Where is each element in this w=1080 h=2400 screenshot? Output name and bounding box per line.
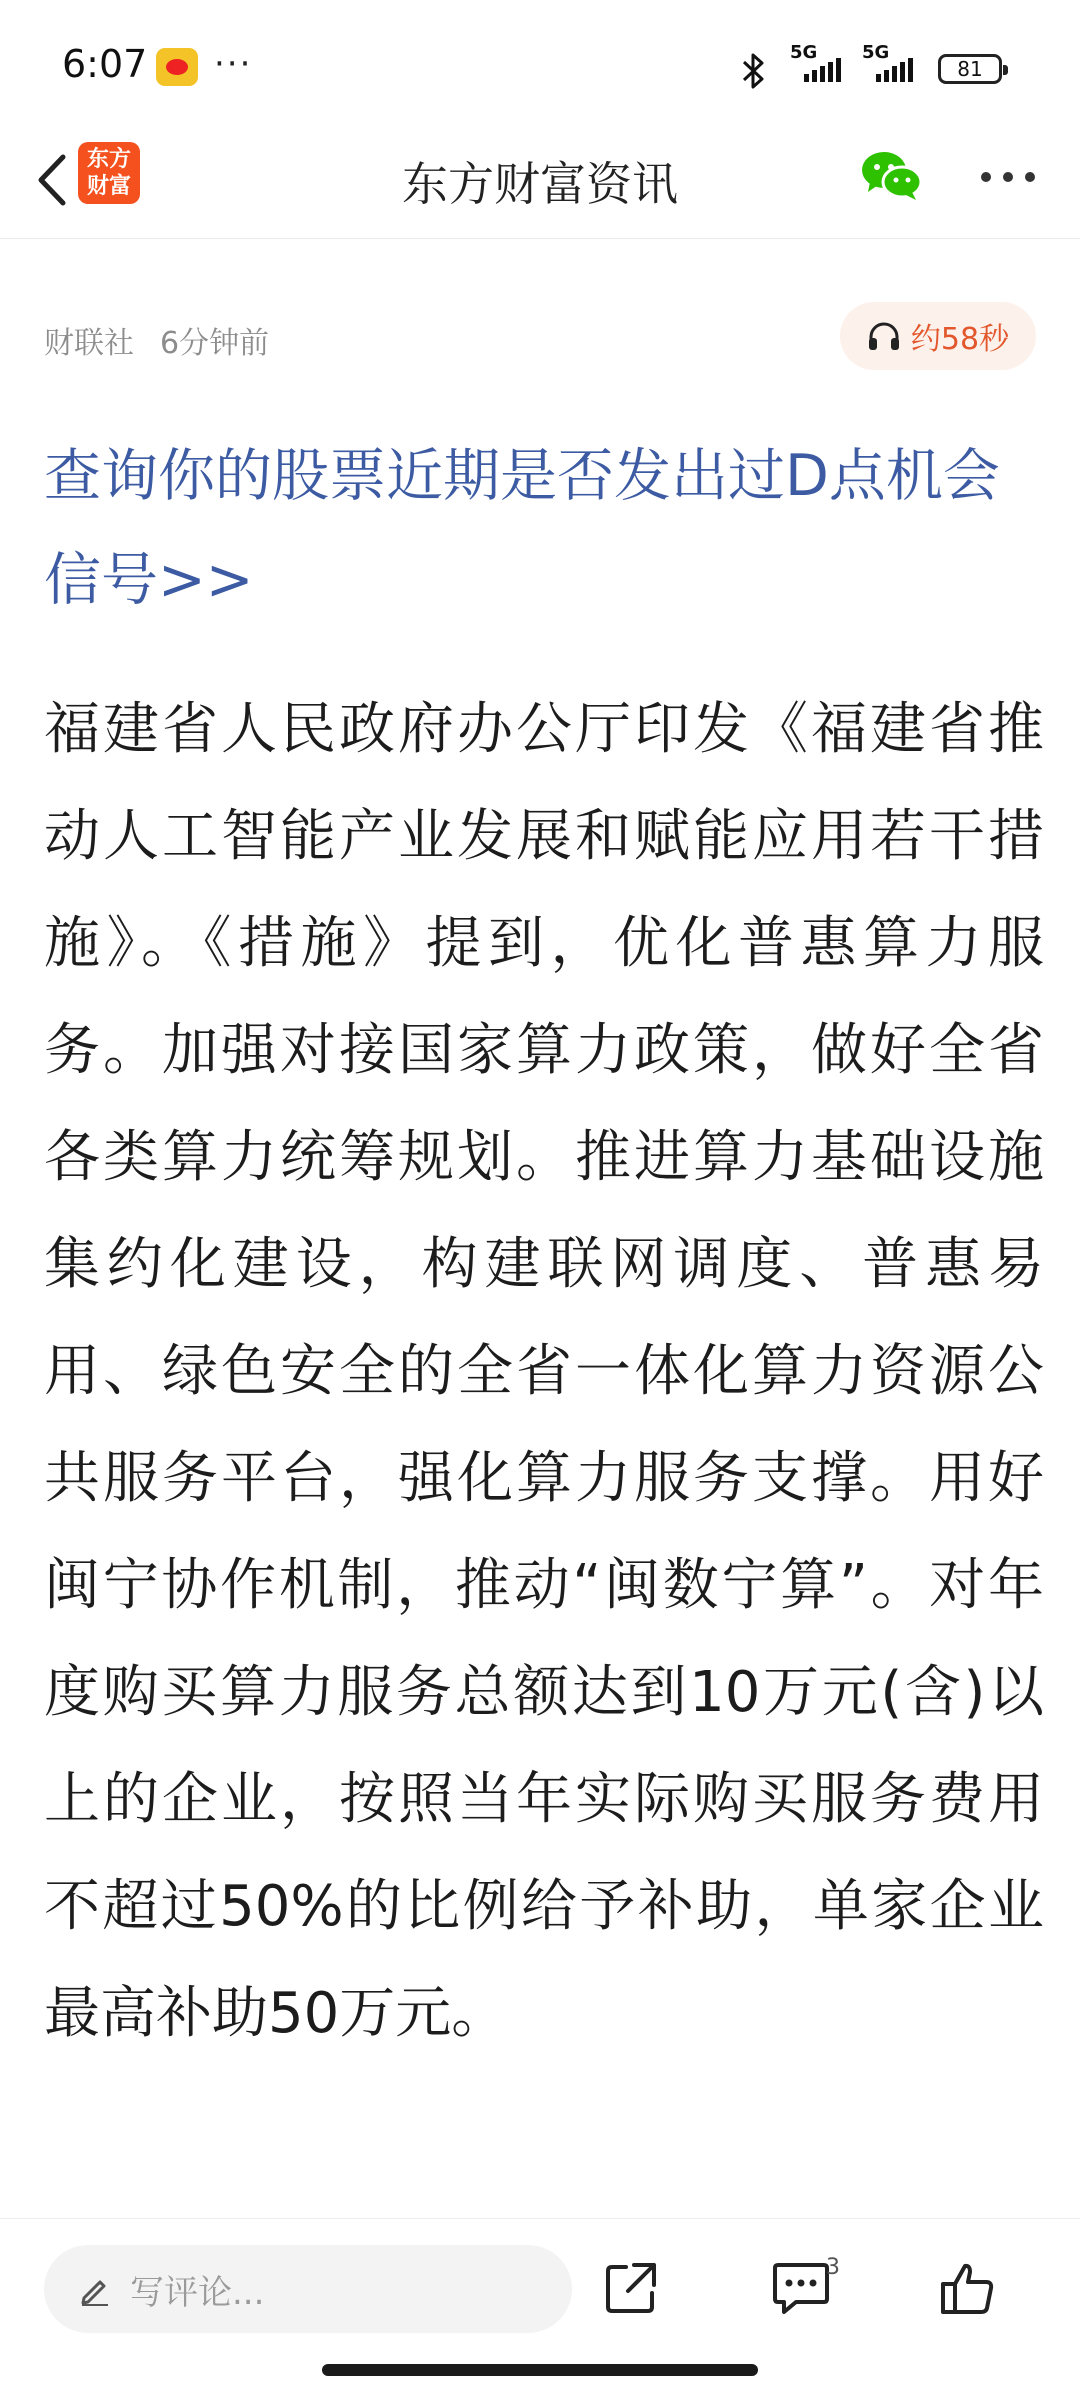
comment-icon	[772, 2261, 830, 2315]
page-title: 东方财富资讯	[402, 157, 678, 211]
more-icon	[976, 152, 1040, 202]
status-more-indicator: ···	[214, 44, 253, 84]
wechat-share-button[interactable]	[860, 148, 924, 204]
share-icon	[604, 2261, 658, 2315]
home-indicator[interactable]	[322, 2364, 758, 2376]
comment-input[interactable]	[44, 2245, 572, 2333]
share-button[interactable]	[596, 2253, 666, 2323]
wechat-icon	[860, 148, 924, 204]
app-header	[0, 130, 1080, 239]
like-button[interactable]	[932, 2253, 1002, 2323]
article-body: 福建省人民政府办公厅印发《福建省推动人工智能产业发展和赋能应用若干措施》。《措施》提到，优化普惠算力服务。加强对接国家算力政策，做好全省各类算力统筹规划。推进算力基础设施集约化建设，构建联网调度、普惠易用、绿色安全的全省一体化算力资源公共服务平台，强化算力服务支撑。用好闽宁协作机制，推动“闽数宁算”。对年度购买算力服务总额达到10万元(含)以上的企业，按照当年实际购买服务费用不超过50%的比例给予补助，单家企业最高补助50万元。	[44, 697, 1045, 2046]
article-time: 6分钟前	[160, 326, 270, 361]
status-bar: 6:07 ··· 5G 5G 81	[0, 0, 1080, 140]
listen-audio-button[interactable]	[840, 302, 1036, 370]
back-button[interactable]	[22, 150, 82, 210]
app-logo[interactable]: 东方财富	[78, 142, 140, 204]
headline-link[interactable]: 查询你的股票近期是否发出过D点机会信号>>	[44, 443, 1000, 613]
audio-duration: 约58秒	[910, 322, 1010, 357]
headphones-icon	[867, 320, 901, 352]
back-icon	[35, 153, 69, 207]
bluetooth-icon	[742, 52, 766, 90]
weibo-icon	[156, 48, 198, 86]
pencil-icon	[78, 2272, 112, 2306]
article-source: 财联社	[44, 326, 134, 361]
bottom-action-bar	[0, 2218, 1080, 2359]
more-options-button[interactable]	[976, 152, 1040, 202]
battery-indicator: 81	[938, 54, 1002, 84]
article-meta	[44, 318, 269, 362]
status-time: 6:07	[62, 42, 148, 86]
comment-count-badge: 3	[826, 2255, 840, 2280]
thumbs-up-icon	[939, 2260, 995, 2316]
comment-placeholder: 写评论...	[130, 2272, 265, 2313]
